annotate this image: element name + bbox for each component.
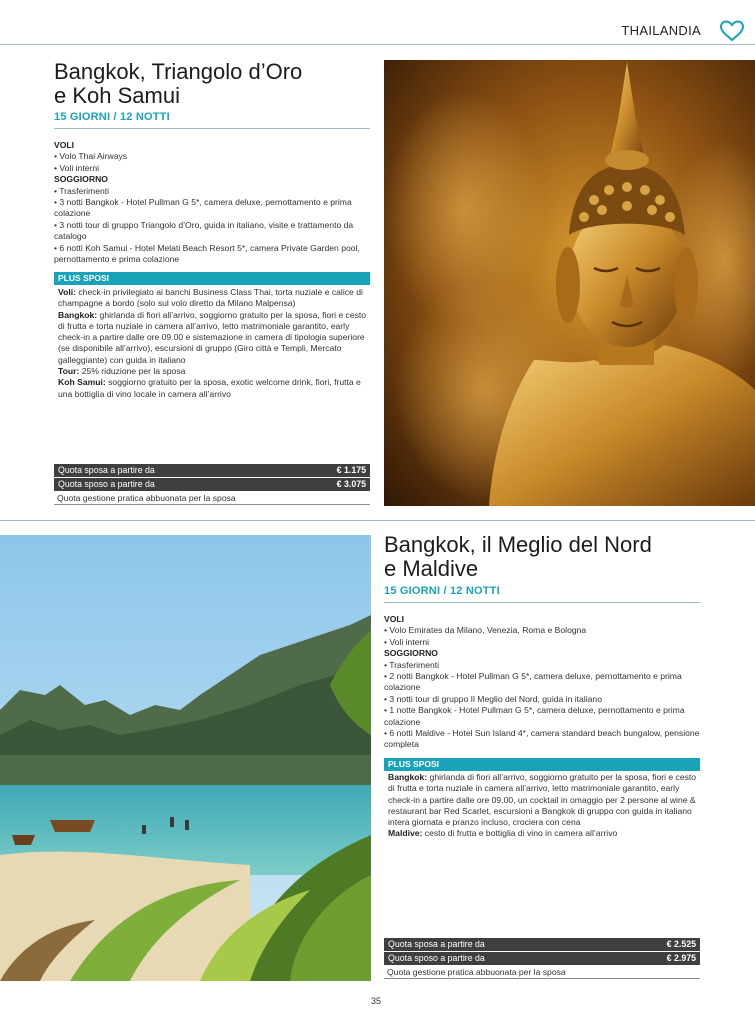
soggiorno-heading: SOGGIORNO <box>384 648 438 659</box>
list-item: • Trasferimenti <box>54 185 110 196</box>
list-item: • Volo Emirates da Milano, Venezia, Roma e Bologna <box>384 625 587 636</box>
offer-1-title: Bangkok, Triangolo d’Oro e Koh Samui <box>54 59 303 108</box>
list-item: • Voli interni <box>54 162 100 173</box>
offer-2-duration-rule <box>384 602 700 603</box>
list-item: • Volo Thai Airways <box>54 151 128 162</box>
heart-logo-icon <box>719 19 745 43</box>
offer-1-plus-list <box>58 287 370 400</box>
offer-1-price-sposa: Quota sposa a partire da € 1.175 <box>54 464 370 477</box>
offer-1-plus-heading: PLUS SPOSI <box>54 272 370 285</box>
country-label: THAILANDIA <box>621 23 701 38</box>
list-item: Bangkok: ghirlanda di fiori all’arrivo, soggiorno gratuito per la sposa, fiori e cesto di frutta e torta nuziale in camera all’arrivo, letto matrimoniale garantito, early check-in a partire dalle ore 09.00 e sistemazione in camera di tipologia superiore (se disponibile all’arrivo), escursioni di gruppo (Giro città e Templi, Mercato galleggiante) con guida in italiano <box>58 309 367 365</box>
list-item: • 3 notti tour di gruppo Triangolo d’Oro, guida in italiano, visite e trattamento da catalogo <box>54 219 354 242</box>
offer-1-price-note: Quota gestione pratica abbuonata per la sposa <box>54 492 370 505</box>
beach-photo <box>0 535 371 981</box>
section-divider <box>0 520 755 521</box>
voli-heading: VOLI <box>384 614 405 624</box>
list-item: Tour: 25% riduzione per la sposa <box>58 366 186 377</box>
offer-2-details <box>384 614 702 751</box>
offer-1-duration: 15 GIORNI / 12 NOTTI <box>54 111 170 123</box>
list-item: • Trasferimenti <box>384 659 440 670</box>
offer-1-duration-rule <box>54 128 370 129</box>
offer-2-duration: 15 GIORNI / 12 NOTTI <box>384 585 500 597</box>
list-item: • 1 notte Bangkok - Hotel Pullman G 5*, camera deluxe, pernottamento e prima colazione <box>384 705 685 727</box>
list-item: • 6 notti Maldive - Hotel Sun Island 4*, camera standard beach bungalow, pensione completa <box>384 728 700 750</box>
offer-2-price-sposo: Quota sposo a partire da € 2.975 <box>384 952 700 965</box>
offer-1-details <box>54 140 372 265</box>
buddha-photo <box>384 60 755 506</box>
list-item: Maldive: cesto di frutta e bottiglia di vino in camera all’arrivo <box>388 828 618 839</box>
list-item: Voli: check-in privilegiato ai banchi Business Class Thai, torta nuziale e calice di champagne a bordo (solo sul volo diretto da Milano Malpensa) <box>58 287 363 309</box>
voli-heading: VOLI <box>54 140 75 150</box>
list-item: • 6 notti Koh Samui - Hotel Melati Beach Resort 5*, camera Private Garden pool, pernottamento e prima colazione <box>54 242 360 265</box>
offer-1-price-sposo: Quota sposo a partire da € 3.075 <box>54 478 370 491</box>
page-number: 35 <box>371 996 382 1006</box>
offer-2-plus-heading: PLUS SPOSI <box>384 758 700 771</box>
offer-2-plus-list <box>388 772 700 840</box>
list-item: • 3 notti tour di gruppo Il Meglio del Nord, guida in italiano <box>384 693 602 704</box>
soggiorno-heading: SOGGIORNO <box>54 174 108 185</box>
offer-2-title: Bangkok, il Meglio del Nord e Maldive <box>384 532 652 581</box>
list-item: • 3 notti Bangkok - Hotel Pullman G 5*, camera deluxe, pernottamento e prima colazione <box>54 197 352 219</box>
list-item: • 2 notti Bangkok - Hotel Pullman G 5*, camera deluxe, pernottamento e prima colazione <box>384 671 682 693</box>
offer-2-price-note: Quota gestione pratica abbuonata per la sposa <box>384 966 700 979</box>
list-item: Bangkok: ghirlanda di fiori all’arrivo, soggiorno gratuito per la sposa, fiori e cesto di frutta e torta nuziale in camera all’arrivo, letto matrimoniale garantito, early check-in a partire dalle ore 09.00, un cocktail in omaggio per 2 persone al wine & restaurant bar Red Scarlet, escursioni a Bangkok di gruppo con guida in italiano intera giornata e pranzo incluso, crociera con cena <box>388 772 697 828</box>
offer-2-price-sposa: Quota sposa a partire da € 2.525 <box>384 938 700 951</box>
list-item: • Voli interni <box>384 636 430 647</box>
header-rule <box>0 44 755 45</box>
list-item: Koh Samui: soggiorno gratuito per la sposa, exotic welcome drink, fiori, frutta e una bottiglia di vino locale in camera all’arrivo <box>58 377 361 399</box>
